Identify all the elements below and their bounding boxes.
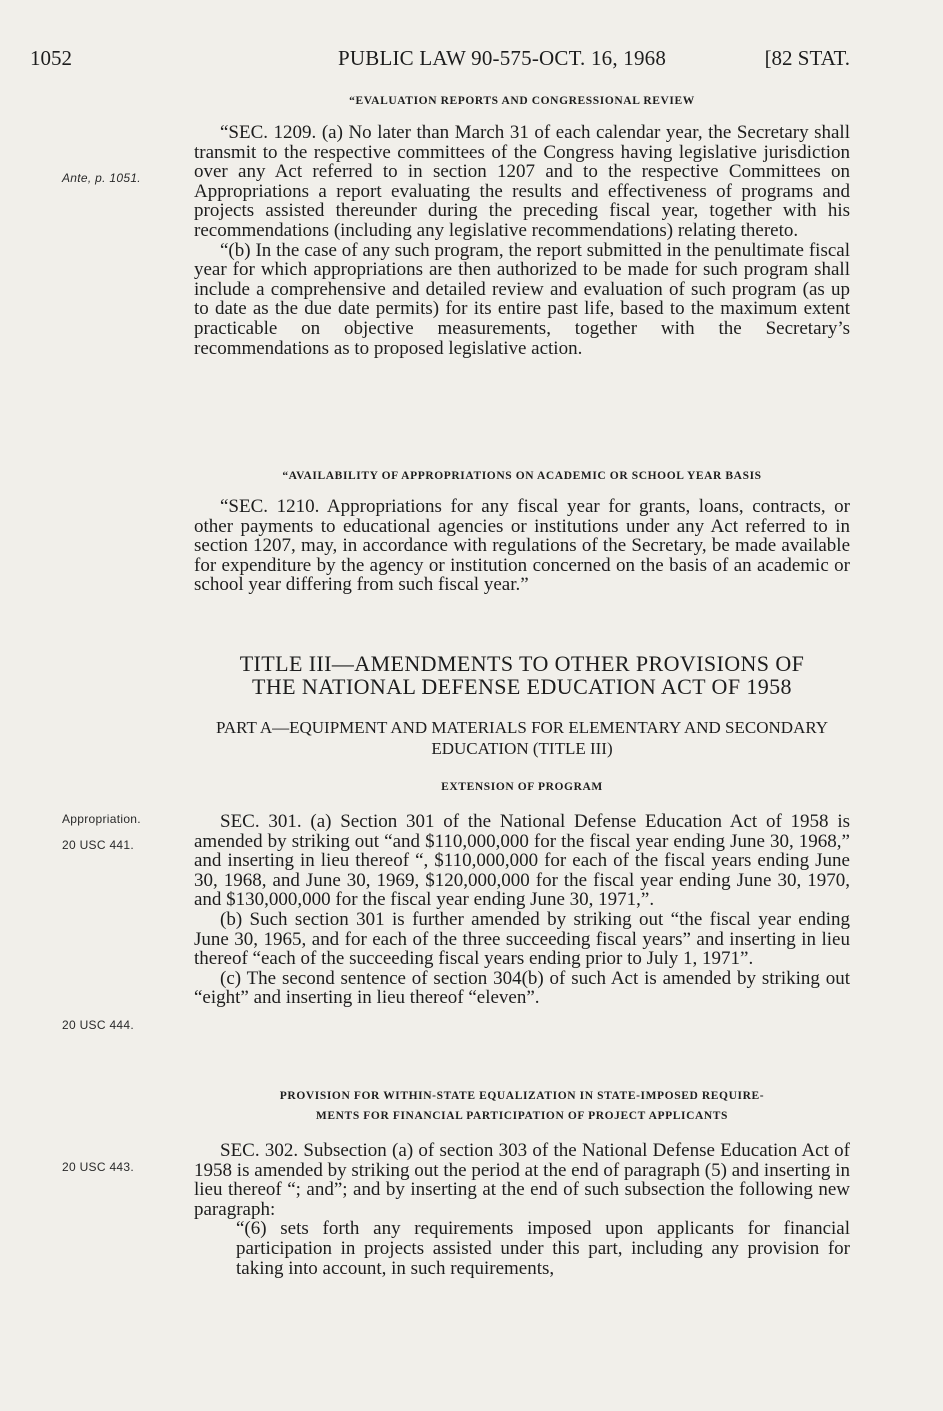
sec1209-para-b: “(b) In the case of any such program, the report submitted in the penultimate fiscal year for which appropriations are then authorized to be made for such program shall include a comprehensive and detailed review and evaluation of such program (as up to date as the due date permits) for its entire past life, based to the maximum extent practicable on objective measurements, together with the Secretary’s recommendations as to proposed legislative action.	[194, 239, 850, 359]
margin-note-usc-441: 20 USC 441.	[62, 838, 135, 852]
sec1210-body	[194, 497, 850, 595]
title3-line2: THE NATIONAL DEFENSE EDUCATION ACT OF 1958	[252, 674, 792, 699]
sec302-heading-line1: PROVISION FOR WITHIN-STATE EQUALIZATION IN STATE-IMPOSED REQUIRE-	[279, 1090, 765, 1102]
sec301-heading: EXTENSION OF PROGRAM	[441, 781, 603, 793]
margin-note-usc-444: 20 USC 444.	[62, 1018, 135, 1032]
running-title: PUBLIC LAW 90-575-OCT. 16, 1968	[338, 46, 667, 70]
sec1210-heading: “AVAILABILITY OF APPROPRIATIONS ON ACADEMIC OR SCHOOL YEAR BASIS	[282, 470, 762, 482]
margin-note-usc-443: 20 USC 443.	[62, 1160, 135, 1174]
sec1210-para: “SEC. 1210. Appropriations for any fiscal year for grants, loans, contracts, or other payments to educational agencies or institutions under any Act referred to in section 1207, may, in accordance with regulations of the Secretary, be made available for expenditure by the agency or institution concerned on the basis of an academic or school year differing from such fiscal year.”	[194, 496, 850, 596]
sec302-para: SEC. 302. Subsection (a) of section 303 of the National Defense Education Act of 1958 is amended by striking out the period at the end of paragraph (5) and inserting in lieu thereof “; and”; and by inserting at the end of such subsection the following new paragraph:	[194, 1140, 850, 1220]
sec301-para-c: (c) The second sentence of section 304(b) of such Act is amended by striking out “eight” and inserting in lieu thereof “eleven”.	[194, 967, 850, 1009]
margin-note-appropriation: Appropriation.	[62, 812, 141, 826]
statute-reference: [82 STAT.	[764, 46, 850, 70]
sec1209-heading: “EVALUATION REPORTS AND CONGRESSIONAL REVIEW	[349, 95, 695, 107]
sec302-para6: “(6) sets forth any requirements imposed upon applicants for financial participation in projects assisted under this part, including any provision for taking into account, in such requirements,	[236, 1218, 850, 1279]
sec301-body	[194, 812, 850, 1008]
page-number: 1052	[30, 46, 72, 70]
sec302-paragraph-6	[194, 1219, 850, 1278]
sec1209-para-a: “SEC. 1209. (a) No later than March 31 of each calendar year, the Secretary shall transmit to the respective committees of the Congress having legislative jurisdiction over any Act referred to in section 1207 and to the respective Committees on Appropriations a report evaluating the results and effectiveness of programs and projects assisted thereunder during the preceding fiscal year, together with his recommendations (including any legislative recommendations) relating thereto.	[194, 122, 850, 241]
running-header	[30, 46, 850, 76]
title3-line1: TITLE III—AMENDMENTS TO OTHER PROVISIONS OF	[239, 651, 805, 676]
part-a-line1: PART A—EQUIPMENT AND MATERIALS FOR ELEMENTARY AND SECONDARY	[215, 718, 829, 737]
sec302-heading	[194, 1086, 850, 1126]
margin-note-ante: Ante, p. 1051.	[62, 171, 141, 185]
part-a-heading	[194, 717, 850, 759]
sec302-heading-line2: MENTS FOR FINANCIAL PARTICIPATION OF PROJECT APPLICANTS	[315, 1110, 729, 1122]
part-a-line2: EDUCATION (TITLE III)	[431, 739, 613, 758]
sec301-para-b: (b) Such section 301 is further amended by striking out “the fiscal year ending June 30, 1965, and for each of the three succeeding fiscal years” and inserting in lieu thereof “each of the succeeding fiscal years ending prior to July 1, 1971”.	[194, 908, 850, 970]
sec301-para-a: SEC. 301. (a) Section 301 of the National Defense Education Act of 1958 is amended by striking out “and $110,000,000 for the fiscal year ending June 30, 1968,” and inserting in lieu thereof “, $110,000,000 for each of the fiscal years ending June 30, 1968, and June 30, 1969, $120,000,000 for the fiscal year ending June 30, 1970, and $130,000,000 for the fiscal year ending June 30, 1971,”.	[194, 811, 850, 911]
title3-heading	[194, 652, 850, 698]
sec1209-body	[194, 123, 850, 358]
sec302-body	[194, 1141, 850, 1278]
